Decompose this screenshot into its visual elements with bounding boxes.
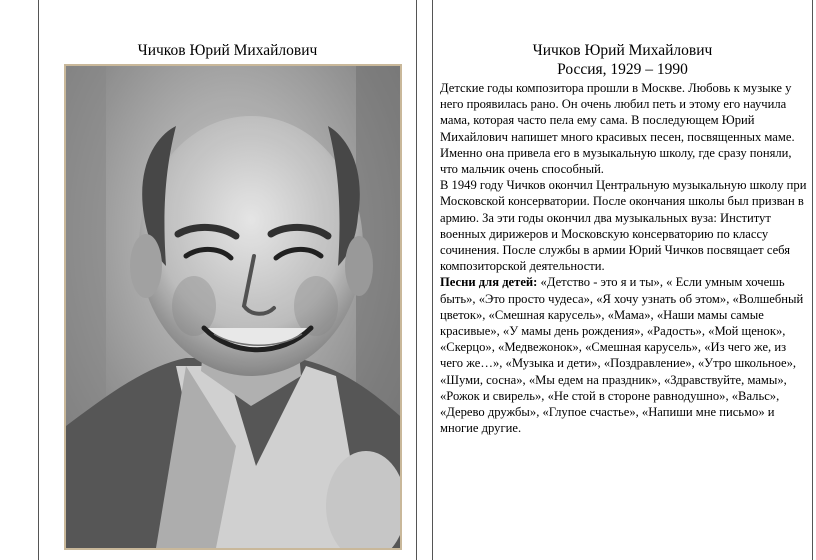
portrait-caption: Чичков Юрий Михайлович <box>137 42 318 59</box>
bio-header <box>433 41 812 79</box>
composer-years: Россия, 1929 – 1990 <box>557 61 688 78</box>
composer-name: Чичков Юрий Михайлович <box>532 42 713 59</box>
right-card <box>432 0 813 560</box>
left-card <box>38 0 417 560</box>
bio-text <box>440 80 808 436</box>
composer-portrait <box>64 64 402 550</box>
bio-paragraph-childhood: Детские годы композитора прошли в Москве. Любовь к музыке у него проявилась рано. Он очень любил петь и этому его научила мама, которая часто пела ему сама. В последующем Юрий Михайлович напишет много красивых песен, посвященных маме. Именно она привела его в музыкальную школу, где сразу поняли, что мальчик очень способный. <box>440 81 795 177</box>
songs-paragraph <box>440 274 808 436</box>
songs-label: Песни для детей: <box>440 275 538 290</box>
bio-paragraph-education: В 1949 году Чичков окончил Центральную музыкальную школу при Московской консерватории. После окончания школы был призван в армию. За эти годы окончил два музыкальных вуза: Институт военных дирижеров и Московскую консерваторию по классу сочинения. После службы в армии Юрий Чичков посвящает себя композиторской деятельности. <box>440 178 807 274</box>
songs-list: «Детство - это я и ты», « Если умным хочешь быть», «Это просто чудеса», «Я хочу узнать об этом», «Волшебный цветок», «Смешная карусель», «Мама», «Наши мамы самые красивые», «У мамы день рождения», «Радость», «Мой щенок», «Скерцо», «Медвежонок», «Смешная карусель», «Из чего же, из чего же…», «Музыка и дети», «Поздравление», «Утро школьное», «Шуми, сосна», «Мы едем на праздник», «Здравствуйте, мамы», «Рожок и свирель», «Не стой в стороне равнодушно», «Вальс», «Дерево дружбы», «Глупое счастье», «Напиши мне письмо» и многие другие. <box>440 275 804 436</box>
